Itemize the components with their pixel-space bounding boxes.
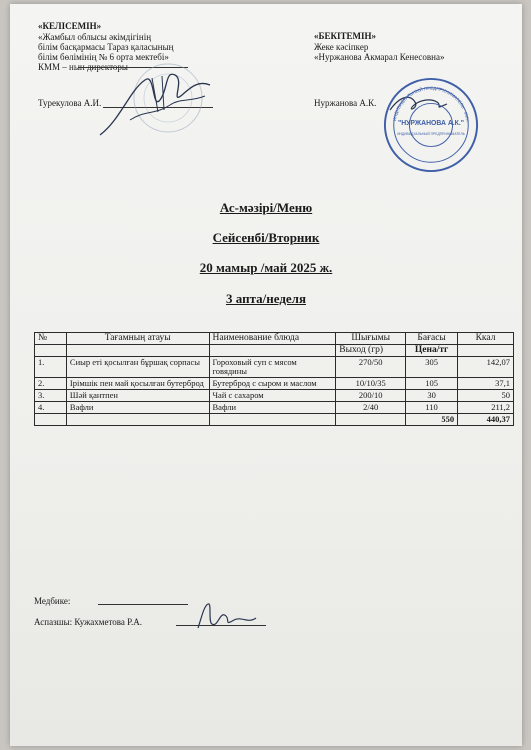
header-num: № [35,333,67,345]
row-kcal: 50 [458,390,514,402]
subheader-price: Цена/тг [406,345,458,357]
header-kcal: Ккал [458,333,514,345]
row-name-kz: Шәй қантпен [66,390,209,402]
company-stamp [382,76,480,174]
table-row [35,402,514,414]
row-price: 105 [406,378,458,390]
cook-label: Аспазшы: Кужахметова Р.А. [34,617,143,627]
right-signer: Нуржанова А.К. [314,98,377,108]
left-header-line2: білім басқармасы Тараз қаласының [38,42,174,52]
right-header-line2: «Нуржанова Акмарал Кенесовна» [314,52,445,62]
row-num: 2. [35,378,67,390]
table-total-row [35,414,514,426]
row-num: 4. [35,402,67,414]
menu-title: Ас-мәзірі/Меню [219,200,313,215]
row-output: 2/40 [336,402,406,414]
row-price: 30 [406,390,458,402]
header-price: Бағасы [406,333,458,345]
left-signer: Турекулова А.И. [38,98,102,108]
right-header-line1: Жеке кәсіпкер [314,42,369,52]
header-name-kz: Тағамның атауы [66,333,209,345]
stamp-center-text: "НУРЖАНОВА А.К." [397,120,465,127]
row-name-kz: Ірімшік пен май қосылған бутерброд [66,378,209,390]
table-row [35,390,514,402]
row-name-ru: Чай с сахаром [209,390,336,402]
row-kcal: 211,2 [458,402,514,414]
nurse-signature-line [98,604,188,605]
row-name-kz: Сиыр еті қосылған бұршақ сорпасы [66,357,209,378]
date-title: 20 мамыр /май 2025 ж. [199,260,333,275]
row-output: 10/10/35 [336,378,406,390]
row-kcal: 142,07 [458,357,514,378]
nurse-label: Медбике: [34,596,71,606]
subheader-output: Выход (гр) [336,345,406,357]
table-subheader-row [35,345,514,357]
row-price: 110 [406,402,458,414]
row-output: 200/10 [336,390,406,402]
table-header-row [35,333,514,345]
row-name-kz: Вафли [66,402,209,414]
total-kcal: 440,37 [458,414,514,426]
document-page [10,4,522,746]
total-price: 550 [406,414,458,426]
day-title: Сейсенбі/Вторник [212,230,320,245]
header-name-ru: Наименование блюда [209,333,336,345]
row-price: 305 [406,357,458,378]
approve-right-heading: «БЕКІТЕМІН» [314,31,376,41]
row-kcal: 37,1 [458,378,514,390]
menu-table [34,332,514,426]
approve-left-heading: «КЕЛІСЕМІН» [38,21,102,31]
left-header-line3: білім бөлімінің № 6 орта мектебі» [38,52,169,62]
row-name-ru: Вафли [209,402,336,414]
header-output: Шығымы [336,333,406,345]
row-num: 1. [35,357,67,378]
row-output: 270/50 [336,357,406,378]
left-signature [90,50,220,150]
stamp-inner-text: ИНДИВИДУАЛЬНЫЙ ПРЕДПРИНИМАТЕЛЬ [397,131,465,136]
table-row [35,357,514,378]
table-row [35,378,514,390]
left-header-line4: КММ – нын директоры [38,62,128,72]
week-title: 3 апта/неделя [226,291,306,306]
row-name-ru: Гороховый суп с мясом говядины [209,357,336,378]
svg-text:ИНДИВИДУАЛЬНЫЙ ПРЕДПРИНИМАТЕЛЬ: ИНДИВИДУАЛЬНЫЙ ПРЕДПРИНИМАТЕЛЬ · ИИН · [391,85,471,125]
left-header-line1: «Жамбыл облысы әкімдігінің [38,32,152,42]
row-num: 3. [35,390,67,402]
row-name-ru: Бутерброд с сыром и маслом [209,378,336,390]
cook-signature [190,598,260,634]
